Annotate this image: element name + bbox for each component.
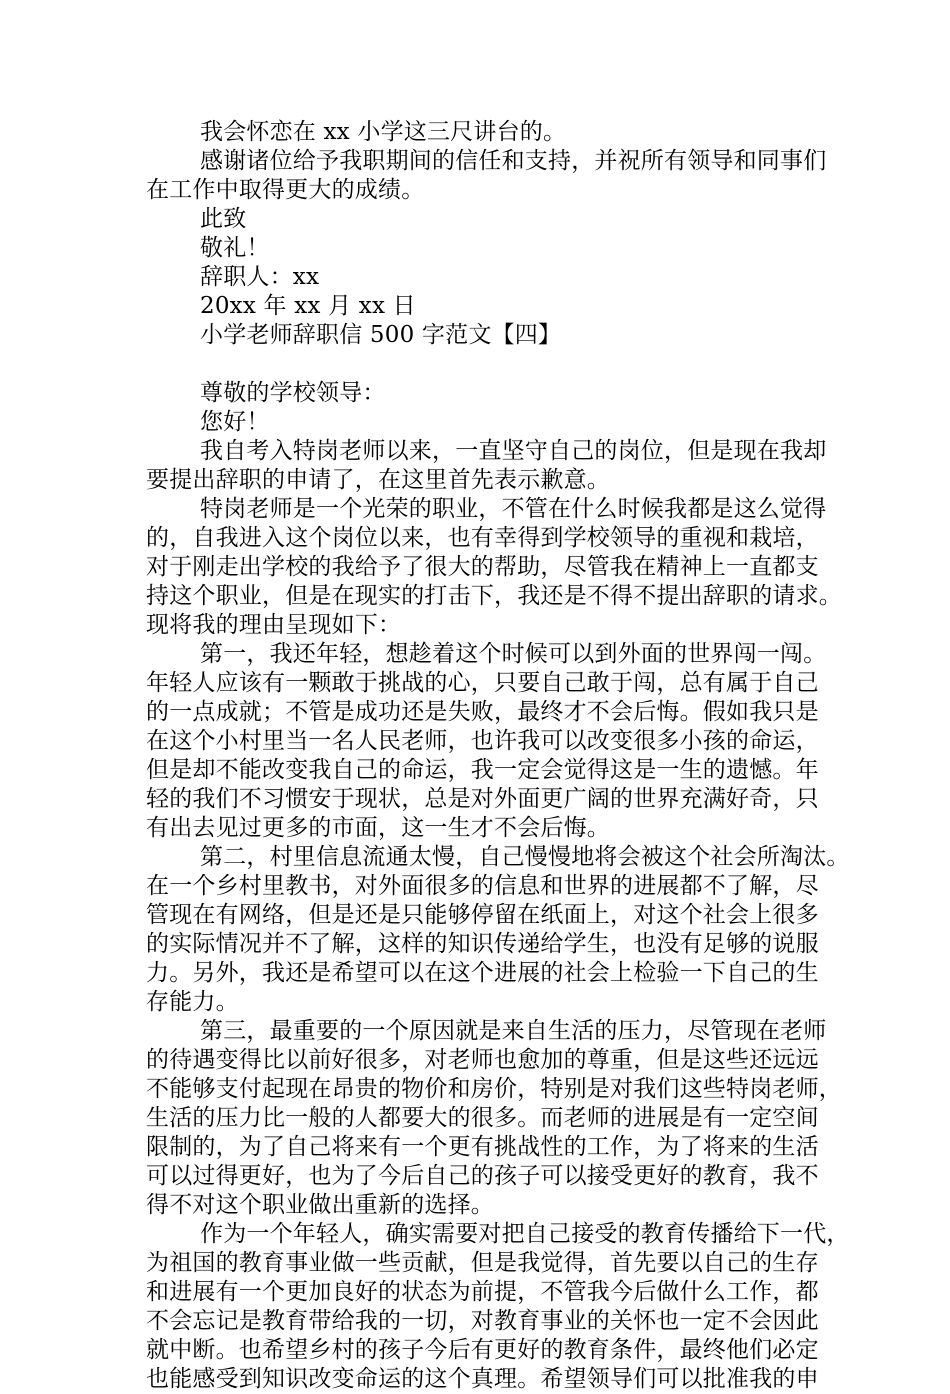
text-line: 不会忘记是教育带给我的一切，对教育事业的关怀也一定不会因此 — [146, 1308, 819, 1334]
text-line: 限制的，为了自己将来有一个更有挑战性的工作，为了将来的生活 — [146, 1134, 819, 1160]
text-line: 您好！ — [200, 409, 270, 435]
text-line: 为祖国的教育事业做一些贡献，但是我觉得，首先要以自己的生存 — [146, 1250, 819, 1276]
text-line: 第三，最重要的一个原因就是来自生活的压力，尽管现在老师 — [200, 1018, 827, 1044]
text-line: 管现在有网络，但是还是只能够停留在纸面上，对这个社会上很多 — [146, 902, 819, 928]
text-line: 也能感受到知识改变命运的这个真理。希望领导们可以批准我的申 — [146, 1366, 819, 1392]
text-line: 辞职人：xx — [200, 264, 320, 290]
text-line: 特岗老师是一个光荣的职业，不管在什么时候我都是这么觉得 — [200, 496, 827, 522]
text-line: 此致 — [200, 206, 247, 232]
text-line: 现将我的理由呈现如下： — [146, 612, 402, 638]
text-line: 的待遇变得比以前好很多，对老师也愈加的尊重，但是这些还远远 — [146, 1047, 819, 1073]
text-line: 就中断。也希望乡村的孩子今后有更好的教育条件，最终他们必定 — [146, 1337, 819, 1363]
text-line: 和进展有一个更加良好的状态为前提，不管我今后做什么工作，都 — [146, 1279, 819, 1305]
text-line: 对于刚走出学校的我给予了很大的帮助，尽管我在精神上一直都支 — [146, 554, 819, 580]
text-line: 小学老师辞职信 500 字范文【四】 — [200, 322, 562, 348]
text-line: 力。另外，我还是希望可以在这个进展的社会上检验一下自己的生 — [146, 960, 819, 986]
text-line: 我会怀恋在 xx 小学这三尺讲台的。 — [200, 119, 567, 145]
text-line: 的，自我进入这个岗位以来，也有幸得到学校领导的重视和栽培， — [146, 525, 819, 551]
text-line: 生活的压力比一般的人都要大的很多。而老师的进展是有一定空间 — [146, 1105, 819, 1131]
text-line: 感谢诸位给予我职期间的信任和支持，并祝所有领导和同事们 — [200, 148, 827, 174]
text-line: 20xx 年 xx 月 xx 日 — [200, 293, 416, 319]
text-line: 年轻人应该有一颗敢于挑战的心，只要自己敢于闯，总有属于自己 — [146, 670, 819, 696]
text-line: 存能力。 — [146, 989, 239, 1015]
text-line: 轻的我们不习惯安于现状，总是对外面更广阔的世界充满好奇，只 — [146, 786, 819, 812]
text-line: 持这个职业，但是在现实的打击下，我还是不得不提出辞职的请求。 — [146, 583, 842, 609]
text-line: 要提出辞职的申请了，在这里首先表示歉意。 — [146, 467, 610, 493]
text-line: 的一点成就；不管是成功还是失败，最终才不会后悔。假如我只是 — [146, 699, 819, 725]
text-line: 但是却不能改变我自己的命运，我一定会觉得这是一生的遗憾。年 — [146, 757, 819, 783]
blank-line — [146, 350, 830, 379]
text-line: 在这个小村里当一名人民老师，也许我可以改变很多小孩的命运， — [146, 728, 819, 754]
text-line: 敬礼！ — [200, 235, 270, 261]
document-body — [146, 118, 850, 1394]
text-line: 在一个乡村里教书，对外面很多的信息和世界的进展都不了解，尽 — [146, 873, 819, 899]
text-line: 第一，我还年轻，想趁着这个时候可以到外面的世界闯一闯。 — [200, 641, 827, 667]
text-line: 有出去见过更多的市面，这一生才不会后悔。 — [146, 815, 610, 841]
text-line: 可以过得更好，也为了今后自己的孩子可以接受更好的教育，我不 — [146, 1163, 819, 1189]
text-line: 尊敬的学校领导： — [200, 380, 386, 406]
text-line: 的实际情况并不了解，这样的知识传递给学生，也没有足够的说服 — [146, 931, 819, 957]
text-line: 我自考入特岗老师以来，一直坚守自己的岗位，但是现在我却 — [200, 438, 827, 464]
text-line: 不能够支付起现在昂贵的物价和房价，特别是对我们这些特岗老师， — [146, 1076, 842, 1102]
text-line: 作为一个年轻人，确实需要对把自己接受的教育传播给下一代， — [200, 1221, 850, 1247]
text-line: 得不对这个职业做出重新的选择。 — [146, 1192, 494, 1218]
text-line: 在工作中取得更大的成绩。 — [146, 177, 425, 203]
text-line: 第二，村里信息流通太慢，自己慢慢地将会被这个社会所淘汰。 — [200, 844, 850, 870]
